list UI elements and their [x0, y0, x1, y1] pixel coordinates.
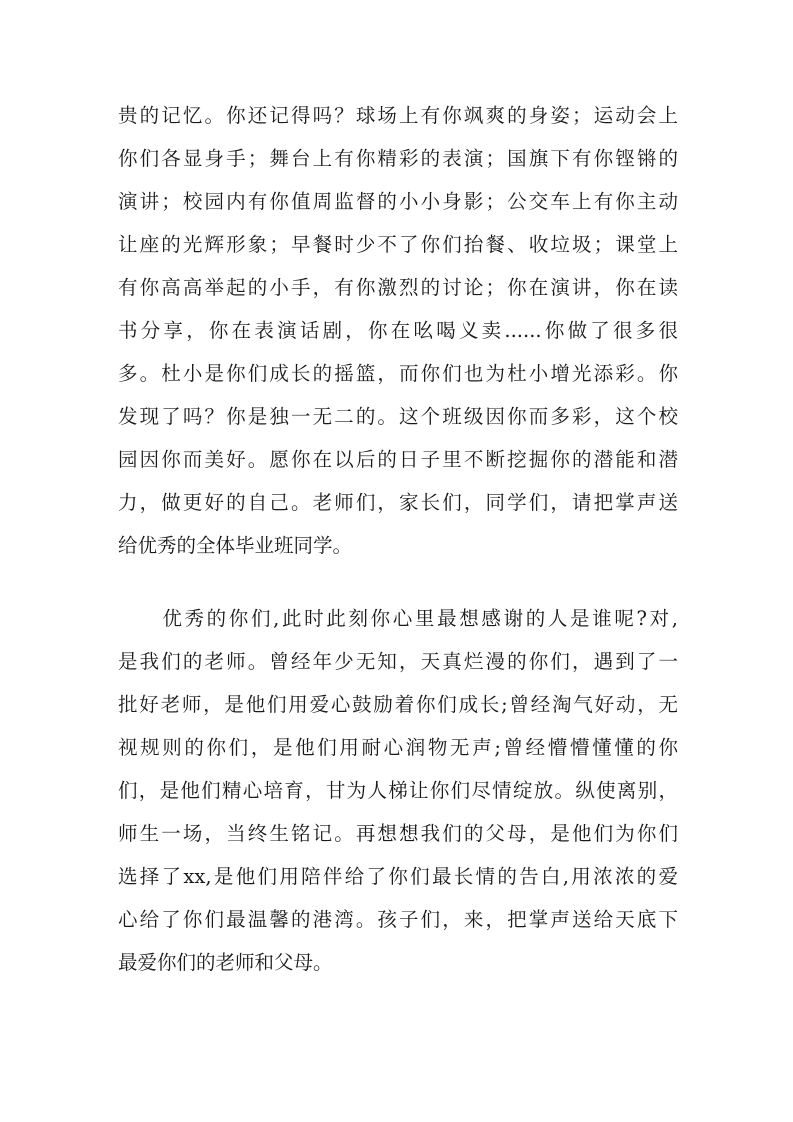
- text-line: 视规则的你们，是他们用耐心润物无声;曾经懵懵懂懂的你: [118, 736, 678, 759]
- text-line: 让座的光辉形象；早餐时少不了你们抬餐、收垃圾；课堂上: [118, 233, 678, 256]
- text-line: 师生一场，当终生铭记。再想想我们的父母，是他们为你们: [118, 822, 678, 845]
- text-line: 批好老师，是他们用爱心鼓励着你们成长;曾经淘气好动，无: [118, 693, 678, 716]
- text-line: 给优秀的全体毕业班同学。: [118, 534, 353, 557]
- text-line: 最爱你们的老师和父母。: [118, 951, 333, 974]
- text-line: 书分享，你在表演话剧，你在吆喝义卖......你做了很多很: [118, 319, 678, 342]
- text-line: 贵的记忆。你还记得吗？球场上有你飒爽的身姿；运动会上: [118, 104, 678, 127]
- text-line: 你们各显身手；舞台上有你精彩的表演；国旗下有你铿锵的: [118, 147, 678, 170]
- text-line: 选择了xx,是他们用陪伴给了你们最长情的告白,用浓浓的爱: [118, 865, 678, 888]
- text-line: 演讲；校园内有你值周监督的小小身影；公交车上有你主动: [118, 190, 678, 213]
- text-line: 发现了吗？你是独一无二的。这个班级因你而多彩，这个校: [118, 405, 678, 428]
- text-line: 是我们的老师。曾经年少无知，天真烂漫的你们，遇到了一: [118, 650, 678, 673]
- text-line: 有你高高举起的小手，有你激烈的讨论；你在演讲，你在读: [118, 276, 678, 299]
- text-line: 优秀的你们,此时此刻你心里最想感谢的人是谁呢?对,: [118, 607, 678, 630]
- text-line: 心给了你们最温馨的港湾。孩子们，来，把掌声送给天底下: [118, 908, 678, 931]
- text-line: 力，做更好的自己。老师们，家长们，同学们，请把掌声送: [118, 491, 678, 514]
- text-line: 园因你而美好。愿你在以后的日子里不断挖掘你的潜能和潜: [118, 448, 678, 471]
- text-line: 多。杜小是你们成长的摇篮，而你们也为杜小增光添彩。你: [118, 362, 678, 385]
- text-line: 们，是他们精心培育，甘为人梯让你们尽情绽放。纵使离别，: [118, 779, 678, 802]
